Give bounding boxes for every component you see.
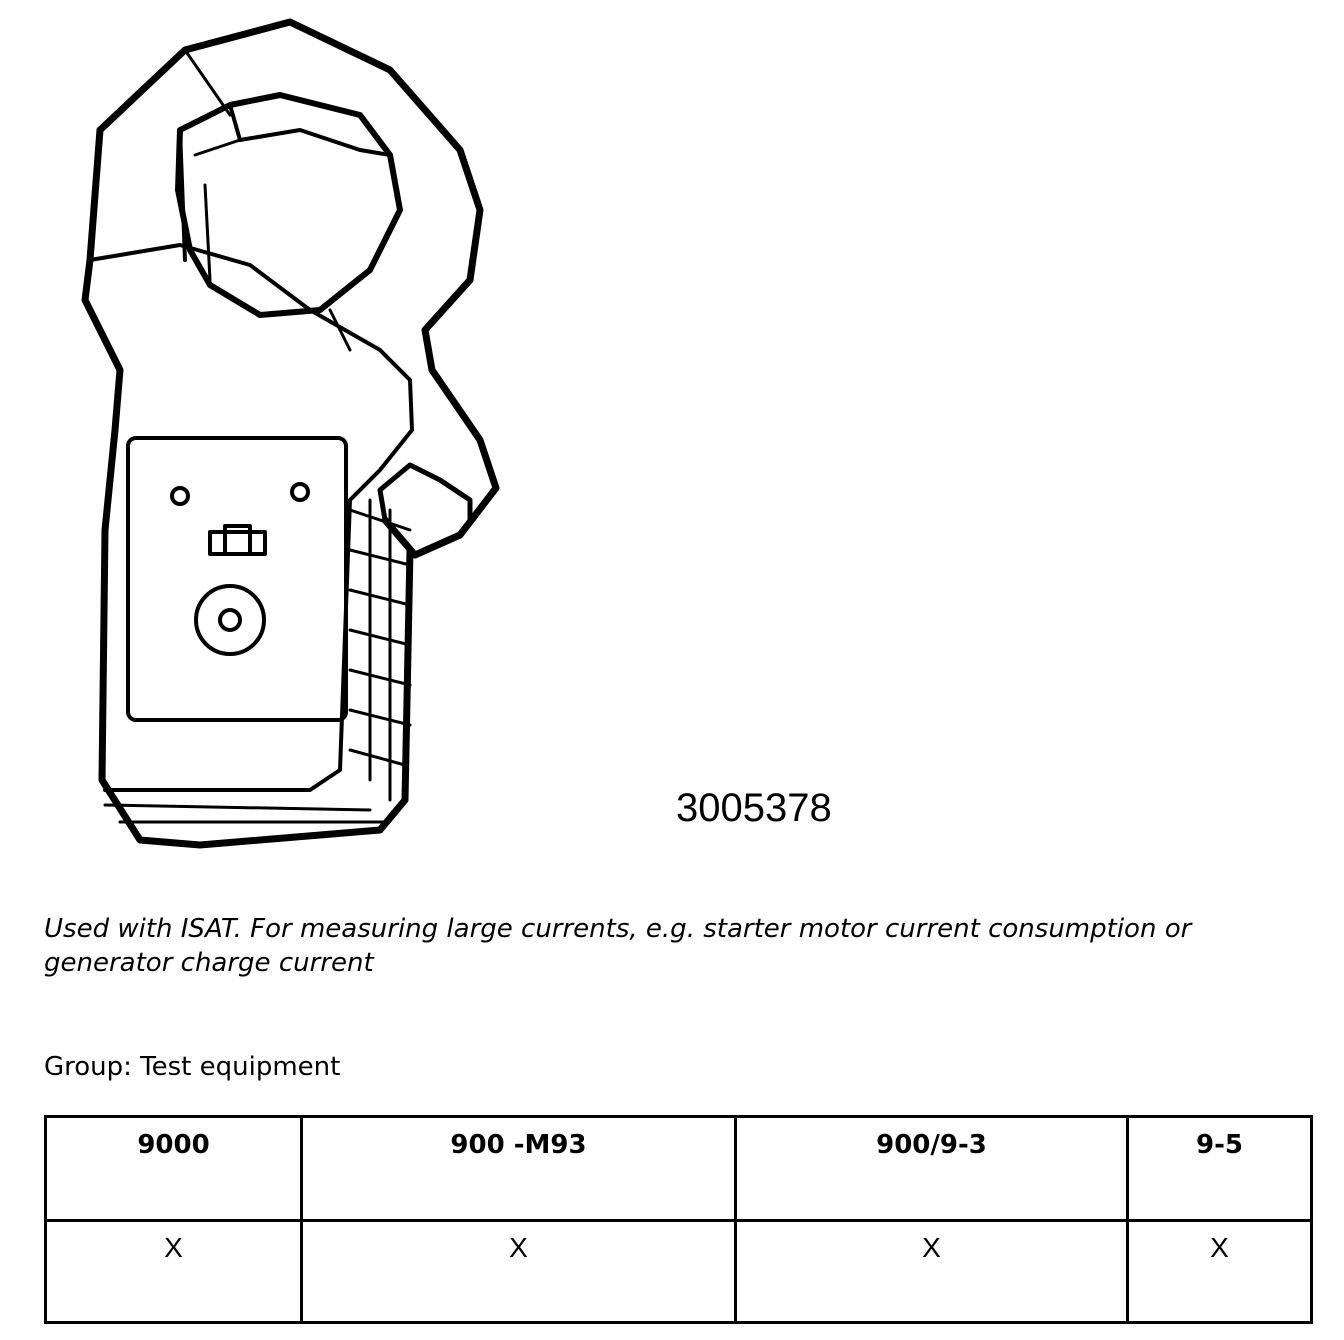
compatibility-table bbox=[44, 1115, 1313, 1324]
header-cell: 9-5 bbox=[1128, 1117, 1312, 1221]
part-description: Used with ISAT. For measuring large currents, e.g. starter motor current consumption or generator charge current bbox=[44, 914, 1192, 978]
table-cell: X bbox=[46, 1221, 302, 1323]
table-cell: X bbox=[736, 1221, 1128, 1323]
header-cell: 900 -M93 bbox=[302, 1117, 736, 1221]
table-row bbox=[46, 1221, 1312, 1323]
part-number: 3005378 bbox=[676, 786, 832, 830]
header-cell: 9000 bbox=[46, 1117, 302, 1221]
table-cell: X bbox=[302, 1221, 736, 1323]
header-cell: 900/9-3 bbox=[736, 1117, 1128, 1221]
table-header-row bbox=[46, 1117, 1312, 1221]
table-cell: X bbox=[1128, 1221, 1312, 1323]
current-clamp-icon bbox=[60, 10, 530, 860]
group-label: Group: Test equipment bbox=[44, 1052, 341, 1082]
